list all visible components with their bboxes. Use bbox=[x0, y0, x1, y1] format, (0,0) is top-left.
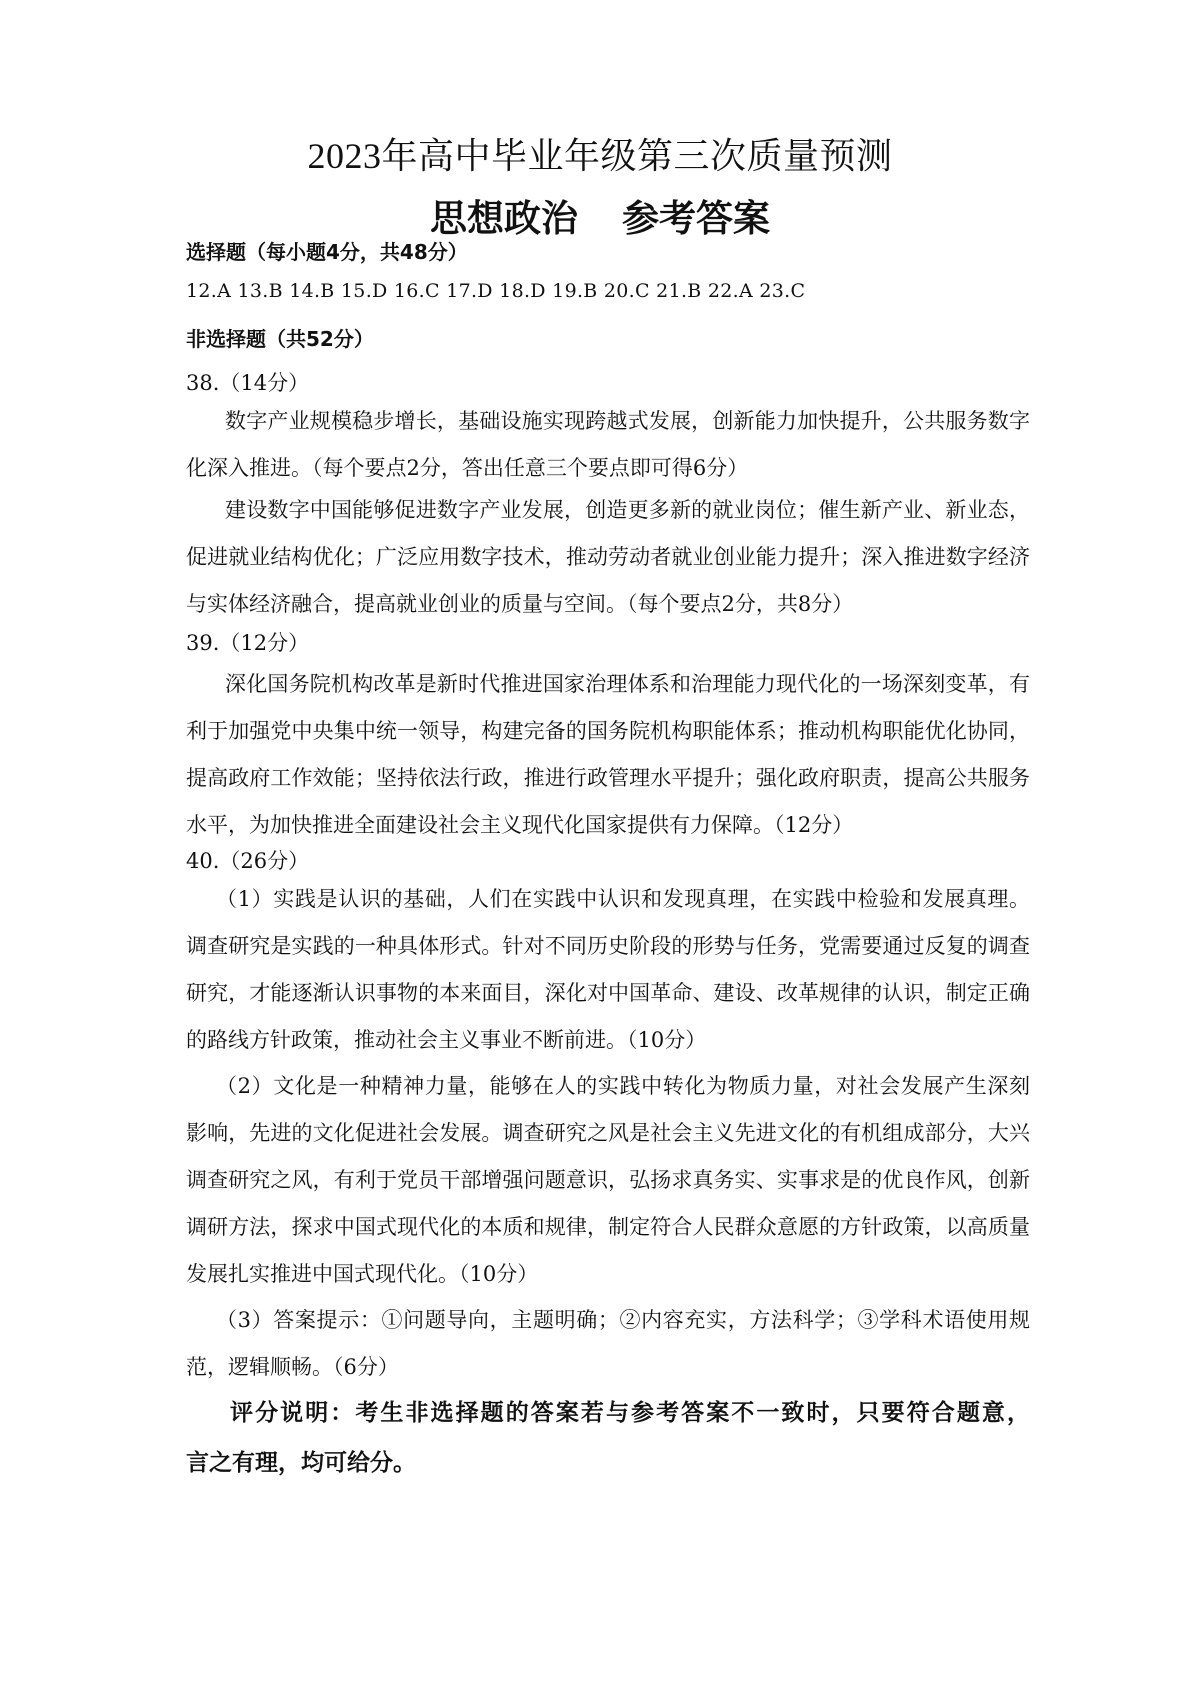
answer-key-label: 参考答案 bbox=[622, 197, 770, 240]
paragraph-line: 利于加强党中央集中统一领导，构建完备的国务院机构职能体系；推动机构职能优化协同， bbox=[186, 719, 1030, 743]
paragraph-line: 调查研究是实践的一种具体形式。针对不同历史阶段的形势与任务，党需要通过反复的调查 bbox=[186, 934, 1030, 958]
q38-paragraph-1 bbox=[186, 398, 1030, 492]
q38-paragraph-2 bbox=[186, 487, 1030, 628]
paragraph-line: 数字产业规模稳步增长，基础设施实现跨越式发展，创新能力加快提升，公共服务数字 bbox=[225, 409, 1030, 433]
paragraph-line: 水平，为加快推进全面建设社会主义现代化国家提供有力保障。（12分） bbox=[186, 813, 854, 837]
grading-note-line: 言之有理，均可给分。 bbox=[186, 1450, 416, 1476]
paragraph-line: 研究，才能逐渐认识事物的本来面目，深化对中国革命、建设、改革规律的认识，制定正确 bbox=[186, 981, 1030, 1005]
choice-answers: 12.A 13.B 14.B 15.D 16.C 17.D 18.D 19.B 20.C 21.B 22.A 23.C bbox=[186, 280, 806, 302]
paragraph-line: 提高政府工作效能；坚持依法行政，推进行政管理水平提升；强化政府职责，提高公共服务 bbox=[186, 766, 1030, 790]
document-subtitle bbox=[0, 188, 1200, 242]
paragraph-line: 化深入推进。（每个要点2分，答出任意三个要点即可得6分） bbox=[186, 456, 749, 480]
paragraph-line: 发展扎实推进中国式现代化。（10分） bbox=[186, 1262, 539, 1286]
question-40-label: 40.（26分） bbox=[186, 849, 310, 873]
paragraph-line: 范，逻辑顺畅。（6分） bbox=[186, 1355, 399, 1379]
question-38-label: 38.（14分） bbox=[186, 371, 310, 395]
document-title: 2023年高中毕业年级第三次质量预测 bbox=[307, 136, 893, 176]
paragraph-line: 调研方法，探求中国式现代化的本质和规律，制定符合人民群众意愿的方针政策，以高质量 bbox=[186, 1215, 1030, 1239]
q40-paragraph-1 bbox=[186, 876, 1030, 1064]
paragraph-line: 调查研究之风，有利于党员干部增强问题意识，弘扬求真务实、实事求是的优良作风，创新 bbox=[186, 1168, 1030, 1192]
q40-paragraph-2 bbox=[186, 1063, 1030, 1298]
nonchoice-section-heading: 非选择题（共52分） bbox=[186, 327, 374, 351]
q40-paragraph-3 bbox=[186, 1297, 1030, 1391]
grading-note bbox=[186, 1388, 1030, 1488]
subject-name: 思想政治 bbox=[430, 197, 578, 240]
paragraph-line: （1）实践是认识的基础，人们在实践中认识和发现真理，在实践中检验和发展真理。 bbox=[216, 887, 1030, 911]
paragraph-line: 建设数字中国能够促进数字产业发展，创造更多新的就业岗位；催生新产业、新业态， bbox=[225, 498, 1030, 522]
paragraph-line: 促进就业结构优化；广泛应用数字技术，推动劳动者就业创业能力提升；深入推进数字经济 bbox=[186, 545, 1030, 569]
q39-paragraph-1 bbox=[186, 661, 1030, 849]
choice-section-heading: 选择题（每小题4分，共48分） bbox=[186, 240, 468, 264]
paragraph-line: 与实体经济融合，提高就业创业的质量与空间。（每个要点2分，共8分） bbox=[186, 592, 854, 616]
paragraph-line: 的路线方针政策，推动社会主义事业不断前进。（10分） bbox=[186, 1028, 707, 1052]
question-39-label: 39.（12分） bbox=[186, 631, 310, 655]
paragraph-line: 深化国务院机构改革是新时代推进国家治理体系和治理能力现代化的一场深刻变革，有 bbox=[225, 672, 1030, 696]
paragraph-line: （3）答案提示：①问题导向，主题明确；②内容充实，方法科学；③学科术语使用规 bbox=[216, 1308, 1030, 1332]
paragraph-line: （2）文化是一种精神力量，能够在人的实践中转化为物质力量，对社会发展产生深刻 bbox=[216, 1074, 1030, 1098]
grading-note-line: 评分说明：考生非选择题的答案若与参考答案不一致时，只要符合题意， bbox=[230, 1400, 1030, 1426]
paragraph-line: 影响，先进的文化促进社会发展。调查研究之风是社会主义先进文化的有机组成部分，大兴 bbox=[186, 1121, 1030, 1145]
